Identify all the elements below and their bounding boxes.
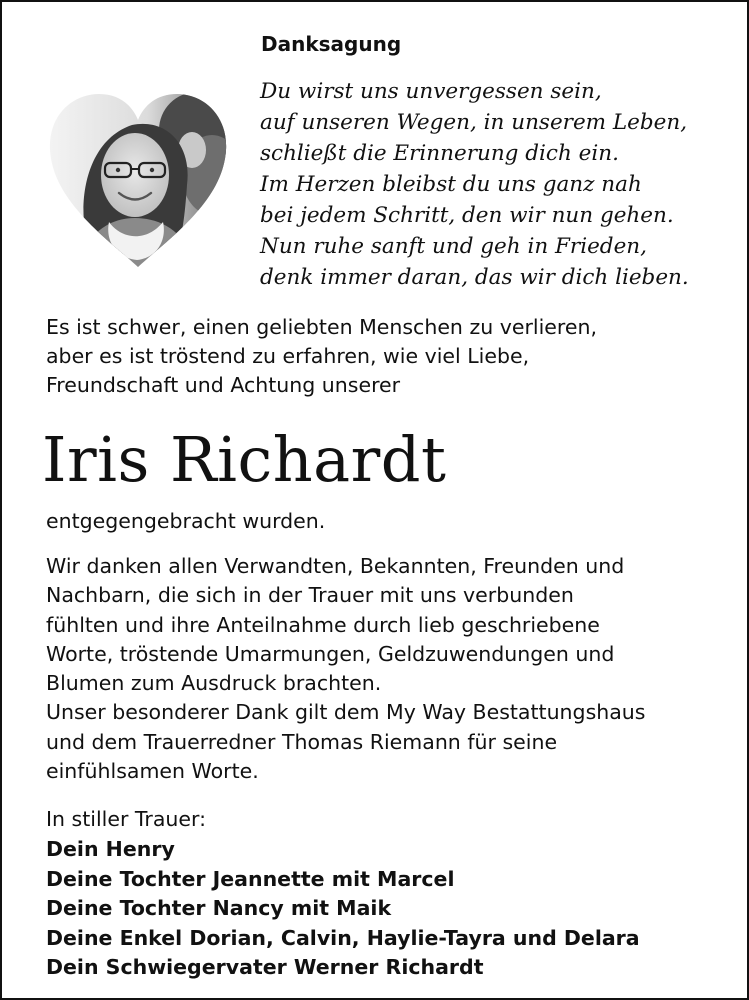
intro-line: Es ist schwer, einen geliebten Menschen zu verlieren,	[46, 315, 597, 339]
intro-line: aber es ist tröstend zu erfahren, wie viel Liebe,	[46, 344, 530, 368]
mourner: Deine Enkel Dorian, Calvin, Haylie-Tayra und Delara	[46, 925, 640, 950]
poem-line: Im Herzen bleibst du uns ganz nah	[260, 172, 642, 197]
thanks-line: Unser besonderer Dank gilt dem My Way Bestattungshaus	[46, 700, 646, 725]
poem-line: bei jedem Schritt, den wir nun gehen.	[260, 203, 674, 228]
thanks-line: einfühlsamen Worte.	[46, 759, 259, 784]
mourner: Deine Tochter Nancy mit Maik	[46, 896, 392, 920]
thanks-line: Worte, tröstende Umarmungen, Geldzuwendungen und	[46, 641, 615, 666]
mourning-label: In stiller Trauer:	[46, 807, 206, 831]
thanks-line: fühlten und ihre Anteilnahme durch lieb geschriebene	[46, 612, 600, 637]
after-name-text: entgegengebracht wurden.	[46, 509, 326, 533]
poem-line: Du wirst uns unvergessen sein,	[260, 79, 602, 104]
poem-line: denk immer daran, das wir dich lieben.	[260, 265, 689, 290]
deceased-name: Iris Richardt	[42, 423, 447, 496]
mourners-list	[46, 835, 640, 983]
thanks-line: Blumen zum Ausdruck brachten.	[46, 671, 382, 696]
poem-line: auf unseren Wegen, in unserem Leben,	[260, 110, 688, 135]
intro-text	[46, 313, 597, 400]
notice-heading: Danksagung	[261, 32, 402, 56]
intro-line: Freundschaft und Achtung unserer	[46, 373, 401, 397]
thanks-line: Nachbarn, die sich in der Trauer mit uns verbunden	[46, 583, 574, 608]
mourner: Dein Schwiegervater Werner Richardt	[46, 955, 484, 979]
thanks-line: Wir danken allen Verwandten, Bekannten, Freunden und	[46, 554, 625, 578]
thanks-line: und dem Trauerredner Thomas Riemann für seine	[46, 729, 558, 754]
mourner: Deine Tochter Jeannette mit Marcel	[46, 866, 455, 891]
thanks-text	[46, 552, 645, 786]
poem-line: schließt die Erinnerung dich ein.	[260, 141, 619, 166]
poem	[260, 76, 689, 293]
mourner: Dein Henry	[46, 837, 175, 861]
poem-line: Nun ruhe sanft und geh in Frieden,	[260, 234, 647, 259]
portrait-photo	[47, 90, 229, 270]
heart-portrait-icon	[47, 90, 229, 270]
